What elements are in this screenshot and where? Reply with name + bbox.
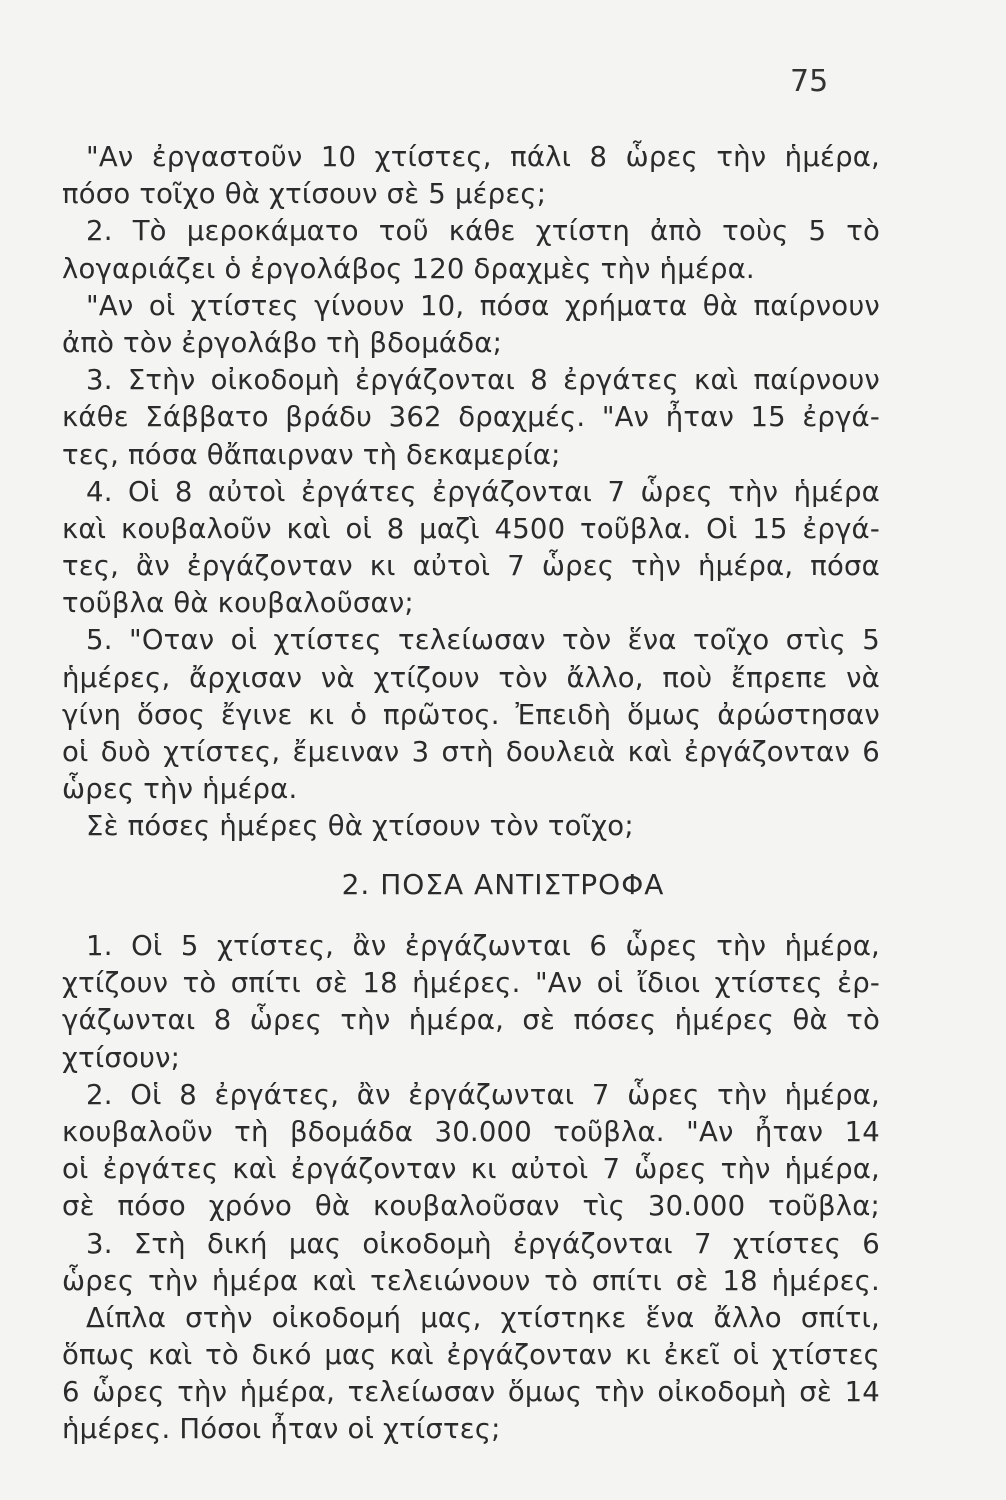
text-line: "Αν οἱ χτίστες γίνουν 10, πόσα χρήματα θὰ παίρνουν bbox=[86, 289, 880, 322]
text-line: γάζωνται 8 ὧρες τὴν ἡμέρα, σὲ πόσες ἡμέρες θὰ τὸ bbox=[62, 1004, 880, 1037]
text-line: 3. Στὴ δική μας οἰκοδομὴ ἐργάζονται 7 χτίστες 6 bbox=[86, 1227, 880, 1260]
exercise-text-bottom bbox=[62, 928, 880, 1449]
text-line: οἱ ἐργάτες καὶ ἐργάζονταν κι αὐτοὶ 7 ὧρες τὴν ἡμέρα, bbox=[62, 1153, 880, 1186]
exercise-text-top bbox=[62, 139, 880, 846]
text-line: ὅπως καὶ τὸ δικό μας καὶ ἐργάζονταν κι ἐκεῖ οἱ χτίστες bbox=[62, 1339, 880, 1372]
text-line: Σὲ πόσες ἡμέρες θὰ χτίσουν τὸν τοῖχο; bbox=[86, 810, 634, 843]
text-line: 2. Τὸ μεροκάματο τοῦ κάθε χτίστη ἀπὸ τοὺς 5 τὸ bbox=[86, 215, 880, 248]
text-line: οἱ δυὸ χτίστες, ἔμειναν 3 στὴ δουλειὰ καὶ ἐργάζονταν 6 bbox=[62, 736, 880, 768]
text-line: τες, ἂν ἐργάζονταν κι αὐτοὶ 7 ὧρες τὴν ἡμέρα, πόσα bbox=[62, 550, 880, 583]
text-line: χτίζουν τὸ σπίτι σὲ 18 ἡμέρες. "Αν οἱ ἴδιοι χτίστες ἐρ- bbox=[62, 967, 880, 1000]
text-line: ἡμέρες, ἄρχισαν νὰ χτίζουν τὸν ἄλλο, ποὺ ἔπρεπε νὰ bbox=[62, 661, 880, 694]
text-line: 4. Οἱ 8 αὐτοὶ ἐργάτες ἐργάζονται 7 ὧρες τὴν ἡμέρα bbox=[86, 475, 880, 508]
page-number: 75 bbox=[790, 64, 829, 99]
text-line: γίνη ὅσος ἔγινε κι ὁ πρῶτος. Ἐπειδὴ ὅμως ἀρώστησαν bbox=[62, 698, 880, 731]
text-line: 3. Στὴν οἰκοδομὴ ἐργάζονται 8 ἐργάτες καὶ παίρνουν bbox=[86, 364, 880, 397]
text-line: κουβαλοῦν τὴ βδομάδα 30.000 τοῦβλα. "Αν ἦταν 14 bbox=[62, 1115, 880, 1148]
text-line: χτίσουν; bbox=[62, 1041, 181, 1074]
text-line: ἡμέρες. Πόσοι ἦταν οἱ χτίστες; bbox=[62, 1413, 501, 1446]
text-line: 6 ὧρες τὴν ἡμέρα, τελείωσαν ὅμως τὴν οἰκοδομὴ σὲ 14 bbox=[62, 1376, 880, 1409]
text-line: τοῦβλα θὰ κουβαλοῦσαν; bbox=[62, 587, 414, 620]
text-line: ὧρες τὴν ἡμέρα. bbox=[62, 773, 298, 806]
text-line: πόσο τοῖχο θὰ χτίσουν σὲ 5 μέρες; bbox=[62, 178, 547, 211]
text-line: ἀπὸ τὸν ἐργολάβο τὴ βδομάδα; bbox=[62, 326, 503, 359]
text-line: 5. "Οταν οἱ χτίστες τελείωσαν τὸν ἕνα τοῖχο στὶς 5 bbox=[86, 624, 880, 657]
text-line: Δίπλα στὴν οἰκοδομή μας, χτίστηκε ἕνα ἄλλο σπίτι, bbox=[86, 1301, 880, 1334]
text-line: τες, πόσα θἄπαιρναν τὴ δεκαμερία; bbox=[62, 438, 561, 471]
text-line: "Αν ἐργαστοῦν 10 χτίστες, πάλι 8 ὧρες τὴν ἡμέρα, bbox=[86, 141, 880, 173]
text-line: λογαριάζει ὁ ἐργολάβος 120 δραχμὲς τὴν ἡμέρα. bbox=[62, 252, 755, 285]
text-line: κάθε Σάββατο βράδυ 362 δραχμές. "Αν ἦταν 15 ἐργά- bbox=[62, 401, 880, 434]
text-line: καὶ κουβαλοῦν καὶ οἱ 8 μαζὶ 4500 τοῦβλα. Οἱ 15 ἐργά- bbox=[62, 512, 880, 545]
text-line: 2. Οἱ 8 ἐργάτες, ἂν ἐργάζωνται 7 ὧρες τὴν ἡμέρα, bbox=[86, 1078, 880, 1111]
section-heading: 2. ΠΟΣΑ ΑΝΤΙΣΤΡΟΦΑ bbox=[341, 868, 665, 901]
text-line: σὲ πόσο χρόνο θὰ κουβαλοῦσαν τὶς 30.000 τοῦβλα; bbox=[62, 1190, 880, 1223]
text-line: ὧρες τὴν ἡμέρα καὶ τελειώνουν τὸ σπίτι σὲ 18 ἡμέρες. bbox=[62, 1264, 880, 1297]
text-line: 1. Οἱ 5 χτίστες, ἂν ἐργάζωνται 6 ὧρες τὴν ἡμέρα, bbox=[86, 930, 880, 962]
